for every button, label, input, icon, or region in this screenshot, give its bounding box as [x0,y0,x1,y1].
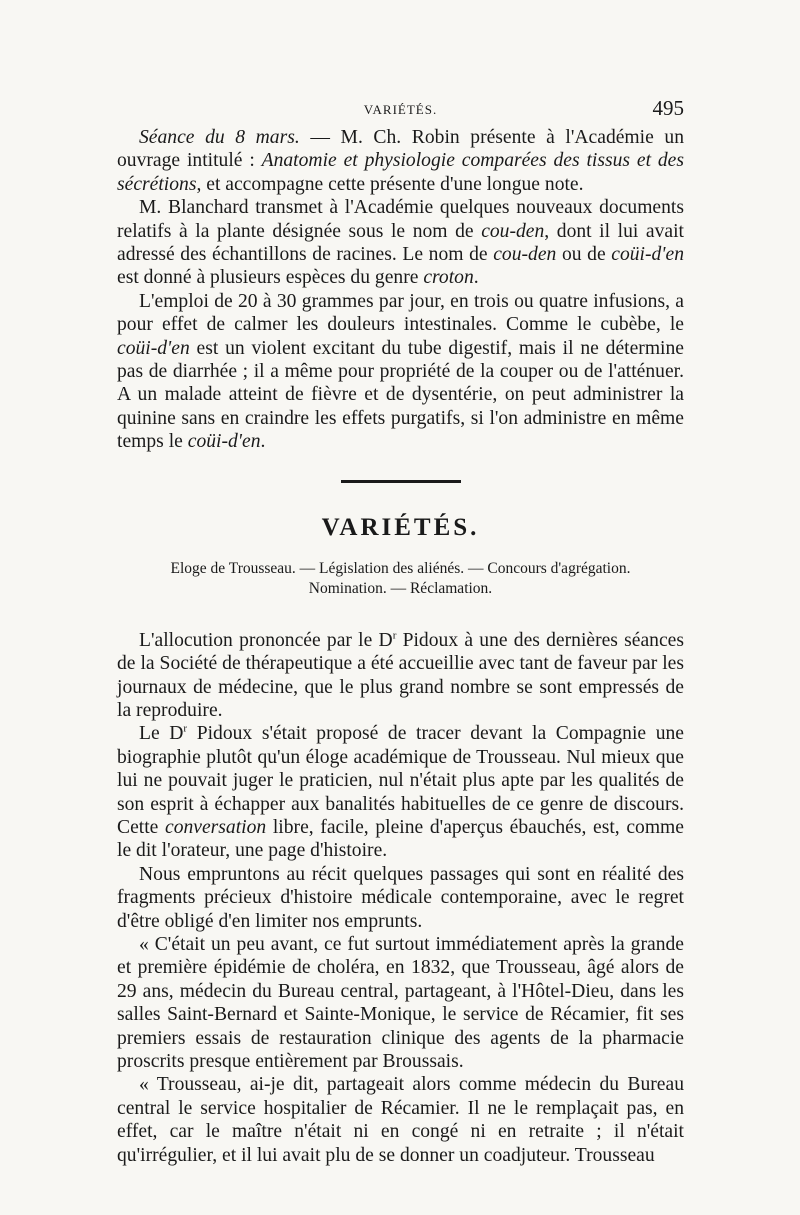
page-number: 495 [652,96,684,120]
paragraph-pidoux: Le $D^r$ Pidoux s'était proposé de tracer devant la Compagnie une biographie plutôt qu'un éloge académique de Trousseau. Nul mieux que lui ne pouvait juger le praticien, nul n'était plus apte par les qualités de son esprit à échapper aux banalités habituelles de ce genre de discours. Cette conversation libre, facile, pleine d'aperçus ébauchés, est, comme le dit l'orateur, une page d'histoire. [117,722,684,862]
section-title: VARIÉTÉS. [321,513,480,541]
paragraph-seance: Séance du 8 mars. — M. Ch. Robin présente à l'Académie un ouvrage intitulé : Anatomie et physiologie comparées des tissus et des sécrétions, et accompagne cette présente d'une longue note. [117,127,684,195]
section-summary [117,559,684,599]
running-title: VARIÉTÉS. [363,102,438,117]
summary-line: Eloge de Trousseau. — Législation des aliénés. — Concours d'agrégation. [170,559,631,577]
paragraph-blanchard: M. Blanchard transmet à l'Académie quelques nouveaux documents relatifs à la plante désignée sous le nom de cou-den, dont il lui avait adressé des échantillons de racines. Le nom de cou-den ou de coüi-d'en est donné à plusieurs espèces du genre croton. [117,197,684,289]
section-divider [341,480,461,483]
paragraph-cetait: « C'était un peu avant, ce fut surtout immédiatement après la grande et première épidémie de choléra, en 1832, que Trousseau, âgé alors de 29 ans, médecin du Bureau central, partageant, à l'Hôtel-Dieu, dans les salles Saint-Bernard et Sainte-Monique, le service de Récamier, fit ses premiers essais de restauration clinique des agents de la pharmacie proscrits presque entièrement par Broussais. [117,933,684,1072]
summary-line: Nomination. — Réclamation. [308,579,493,597]
seance-date: Séance du 8 mars. [139,127,300,148]
paragraph-emploi: L'emploi de 20 à 30 grammes par jour, en trois ou quatre infusions, a pour effet de calmer les douleurs intestinales. Comme le cubèbe, le coüi-d'en est un violent excitant du tube digestif, mais il ne détermine pas de diarrhée ; il a même pour propriété de la couper ou de l'atténuer. A un malade atteint de fièvre et de dysentérie, on peut administrer la quinine sans en craindre les effets purgatifs, si l'on administre en même temps le coüi-d'en. [117,290,684,453]
paragraph-emprunts: Nous empruntons au récit quelques passages qui sont en réalité des fragments précieux d'histoire médicale contemporaine, avec le regret d'être obligé d'en limiter nos emprunts. [117,863,684,932]
book-page [117,96,684,1167]
paragraph-trousseau: « Trousseau, ai-je dit, partageait alors comme médecin du Bureau central le service hospitalier de Récamier. Il ne le remplaçait pas, en effet, car le maître n'était ni en congé ni en retraite ; il n'était qu'irrégulier, et il lui avait plu de se donner un coadjuteur. Trousseau [117,1074,684,1166]
running-head [117,96,684,126]
book-title: Anatomie et physiologie comparées des tissus et des sécrétions [117,150,684,195]
paragraph-allocution: L'allocution prononcée par le $D^r$ Pidoux à une des dernières séances de la Société de thérapeutique a été accueillie avec tant de faveur par les journaux de médecine, que le plus grand nombre se sont empressés de la reproduire. [117,629,684,721]
